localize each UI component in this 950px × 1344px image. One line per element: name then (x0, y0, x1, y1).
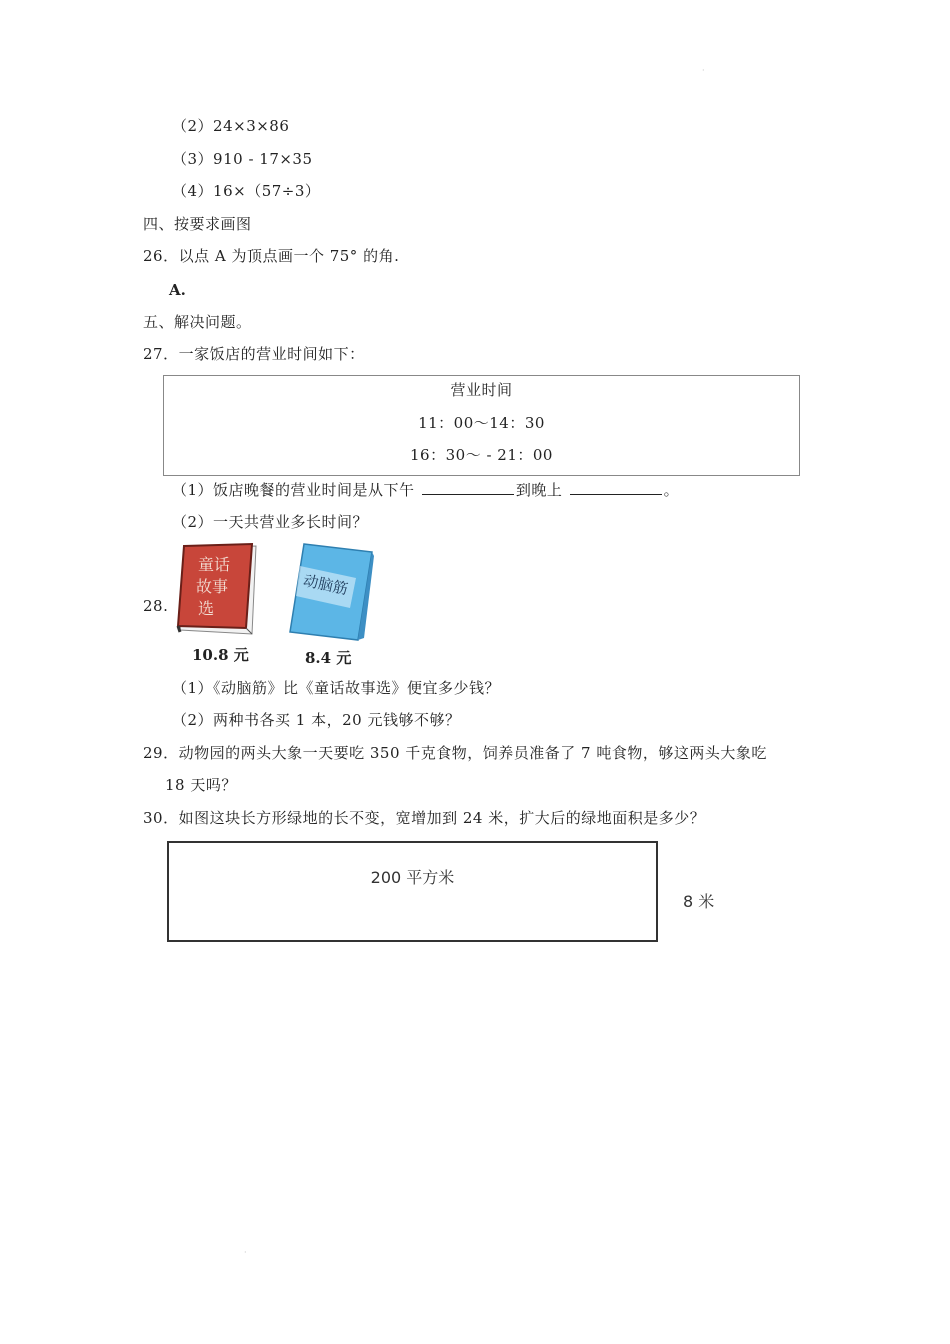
fairy-tale-title-line-2: 故事 (196, 577, 229, 596)
business-hours-table (163, 375, 800, 476)
problem-28-number: 28. (143, 597, 169, 615)
fairy-tale-title-line-3: 选 (198, 599, 215, 618)
problem-27: 27．一家饭店的营业时间如下： (143, 345, 365, 363)
problem-25-4: （4）16×（57÷3） (172, 182, 321, 200)
area-label: 200 平方米 (370, 868, 455, 887)
business-hours-title: 营业时间 (450, 381, 513, 399)
point-a-label: A. (169, 281, 186, 299)
green-area-rectangle (167, 841, 658, 942)
brain-teaser-book-image (286, 542, 376, 642)
problem-30: 30．如图这块长方形绿地的长不变，宽增加到 24 米，扩大后的绿地面积是多少？ (143, 809, 706, 827)
problem-25-3: （3）910 - 17×35 (172, 150, 313, 168)
business-hours-row-1: 11：00～14：30 (418, 414, 545, 432)
answer-blank-2[interactable] (570, 480, 662, 495)
brain-teaser-title: 动脑筋 (301, 571, 350, 599)
section-heading-5: 五、解决问题。 (143, 313, 252, 331)
section-heading-4: 四、按要求画图 (143, 215, 252, 233)
problem-28-1: （1）《动脑筋》比《童话故事选》便宜多少钱？ (172, 679, 501, 697)
fairy-tale-book-image (174, 542, 264, 638)
brain-teaser-price: 8.4 元 (305, 649, 352, 667)
problem-25-2: （2）24×3×86 (172, 117, 290, 135)
fairy-tale-price: 10.8 元 (192, 646, 249, 664)
problem-27-1-text-b: 到晚上 (515, 481, 563, 499)
problem-29-line-2: 18 天吗？ (165, 776, 237, 794)
answer-blank-1[interactable] (422, 480, 514, 495)
width-label: 8 米 (683, 892, 715, 911)
problem-27-1 (172, 480, 679, 500)
fairy-tale-title-line-1: 童话 (198, 555, 231, 574)
problem-27-1-text-a: （1）饭店晚餐的营业时间是从下午 (172, 481, 415, 499)
problem-29-line-1: 29．动物园的两头大象一天要吃 350 千克食物，饲养员准备了 7 吨食物，够这两头大象吃 (143, 744, 767, 762)
problem-27-2: （2）一天共营业多长时间？ (172, 513, 369, 531)
problem-26: 26．以点 A 为顶点画一个 75° 的角. (143, 247, 400, 265)
problem-28-2: （2）两种书各买 1 本，20 元钱够不够？ (172, 711, 461, 729)
problem-27-1-text-c: 。 (663, 481, 680, 499)
business-hours-row-2: 16：30～ - 21：00 (410, 446, 553, 464)
